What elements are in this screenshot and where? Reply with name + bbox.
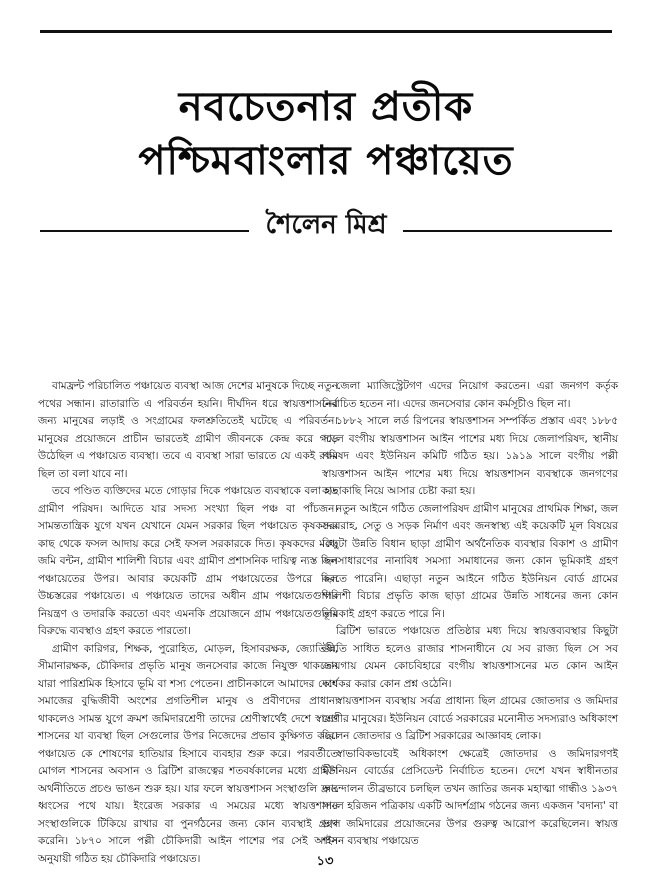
paragraph: ব্রিটিশ ভারতে পঞ্চায়েত প্রতিষ্ঠার মধ্য দিয়ে স্বায়ত্তব্যবস্থার কিছুটা উন্নতি সাধিত হলেও রাজার শাসনাধীনে যে সব রাজ্য ছিল সে সব জায়গায় যেমন কোচবিহারে বংগীয় স্বায়ত্তশাসনের মত কোন আইন কার্যকর করার কোন প্রশ্ন ওঠেনি। <box>322 625 618 690</box>
author-name: শৈলেন মিশ্র <box>249 210 402 240</box>
paragraph: তবে পণ্ডিত ব্যক্তিদের মতে গোড়ার দিকে পঞ্চায়েত ব্যবস্থাকে বলা হত গ্রামীণ পরিষদ। আদিতে যার সদস্য সংখ্যা ছিল পঞ্চ বা পাঁচজন। সামন্ততান্ত্রিক যুগে যখন যেখানে যেমন সরকার ছিল পঞ্চায়েত কৃষকদের কাছ থেকে ফসল আদায় করে সেই ফসল সরকারকে দিত। কৃষকদের মধ্যে জমি বন্টন, গ্রামীণ শালিশী বিচার এবং গ্রামীণ প্রশাসনিক দায়িত্ব ন্যস্ত ছিল পঞ্চায়েতের উপর। আবার কয়েকটি গ্রাম পঞ্চায়েতের উপরে ছিল উচ্চস্তরের পঞ্চায়েত। এ পঞ্চায়েত তাদের অধীন গ্রাম পঞ্চায়েতগুলির নিয়ন্ত্রণ ও তদারকি করতো এবং এমনকি প্রয়োজনে গ্রাম পঞ্চায়েতগুলির বিরুদ্ধে ব্যবস্থাও গ্রহণ করতে পারতো। <box>38 485 338 637</box>
paragraph: নতুন আইনে গঠিত জেলাপরিষদ গ্রামীণ মানুষের প্রাথমিক শিক্ষা, জল সরবরাহ, সেতু ও সড়ক নির্মাণ এবং জনস্বাস্থ্য এই কয়েকটি মূল বিষয়ের কিছুটা উন্নতি বিধান ছাড়া গ্রামীণ অর্থনৈতিক ব্যবস্থার বিকাশ ও গ্রামীণ জনসাধারণের নানাবিধ সমস্যা সমাধানের জন্য কোন ভূমিকাই গ্রহণ করতে পারেনি। এছাড়া নতুন আইনে গঠিত ইউনিয়ন বোর্ড গ্রামের শালিশী বিচার প্রভৃতি কাজ ছাড়া গ্রামের উন্নতি সাধনের জন্য কোন ভূমিকাই গ্রহণ করতে পারে নি। <box>322 502 618 620</box>
paragraph: বামফ্রন্ট পরিচালিত পঞ্চায়েত ব্যবস্থা আজ দেশের মানুষকে দিচ্ছে নতুন পথের সন্ধান। রাতারাতি এ পরিবর্তন হয়নি। দীর্ঘদিন ধরে স্বায়ত্তশাসনের জন্য মানুষের লড়াই ও সংগ্রামের ফলশ্রুতিতেই ঘটেছে এ পরিবর্তন। মানুষের প্রয়োজনে প্রাচীন ভারতেই গ্রামীণ জীবনকে কেন্দ্র করে গড়ে উঠেছিল এ পঞ্চায়েত ব্যবস্থা। তবে এ ব্যবস্থা সারা ভারতে যে একই রকম ছিল তা বলা যাবে না। <box>38 380 338 480</box>
page-number: ১৩ <box>316 854 334 869</box>
title-line-2: পশ্চিমবাংলার পঞ্চায়েত <box>138 138 514 184</box>
paragraph: গ্রামীণ কারিগর, শিক্ষক, পুরোহিত, মোড়ল, হিসাবরক্ষক, জ্যোতিষী, সীমানারক্ষক, চৌকিদার প্রভৃতি মানুষ জনসেবার কাজে নিযুক্ত থাকতেন যারা পারিশ্রমিক হিসাবে ভূমি বা শস্য পেতেন। প্রাচীনকালে আমাদের দেশে সমাজের বুদ্ধিজীবী অংশের প্রগতিশীল মানুষ ও প্রবীণদের প্রাধান্য থাকলেও সামন্ত যুগে ক্রমশ জমিদারশ্রেণী তাদের শ্রেণীস্বার্থেই দেশে স্বায়ত্ত শাসনের যা ব্যবস্থা ছিল সেগুলোর উপর নিজেদের প্রভাব কুক্ষিগত করে। পঞ্চায়েত কে শোষণের হাতিয়ার হিসাবে ব্যবহার শুরু করে। পরবর্তীতে মোগল শাসনের অবসান ও ব্রিটিশ রাজত্বের শতবর্ষকালের মধ্যে গ্রামীণ অর্থনীতিতে প্রচণ্ড ভাঙন শুরু হয়। যার ফলে স্বায়ত্তশাসন সংস্থাগুলি দ্রুত ধ্বংসের পথে যায়। ইংরেজ সরকার এ সময়ের মধ্যে স্বায়ত্তশাসন সংস্থাগুলিকে টিকিয়ে রাখার বা পুনর্গঠনের জন্য কোন ব্যবস্থাই গ্রহণ করেনি। ১৮৭০ সালে পল্লী চৌকিদারী আইন পাশের পর সেই আইন অনুযায়ী গঠিত হয় চৌকিদারি পঞ্চায়েত। <box>38 642 338 865</box>
author-byline <box>40 208 612 242</box>
title-line-1: নবচেতনার প্রতীক <box>178 84 474 130</box>
article-title <box>40 80 612 188</box>
right-column <box>322 378 618 851</box>
top-rule <box>40 30 612 33</box>
left-column <box>38 378 338 868</box>
paragraph: স্বাভাবিকভাবেই অধিকাংশ ক্ষেত্রেই জোতদার ও জমিদারগণই ইউনিয়ন বোর্ডের প্রেসিডেন্ট নির্বাচিত হতেন। দেশে যখন স্বাধীনতার আন্দোলন তীব্রভাবে চলছিল তখন জাতির জনক মহাত্মা গান্ধীও ১৯৩৭ সালে হরিজন পত্রিকায় একটি আদর্শগ্রাম গঠনের জন্য একজন 'বদান্য' বা ভাল জমিদারের প্রয়োজনের উপর গুরুত্ব আরোপ করেছিলেন। স্বায়ত্ত শাসন ব্যবস্থায় পঞ্চায়েত <box>322 747 618 847</box>
paragraph: ১৮৮২ সালে লর্ড রিপনের স্বায়ত্তশাসন সম্পর্কিত প্রস্তাব এবং ১৮৮৫ সালে বংগীয় স্বায়ত্তশাসন আইন পাশের মধ্য দিয়ে জেলাপরিষদ, স্থানীয় পরিষদ এবং ইউনিয়ন কমিটি গঠিত হয়। ১৯১৯ সালে বংগীয় পল্লী স্বায়ত্তশাসন আইন পাশের মধ্য দিয়ে স্বায়ত্তশাসন ব্যবস্থাকে জনগণের কাছাকাছি নিয়ে আসার চেষ্টা করা হয়। <box>322 415 618 497</box>
paragraph: স্বায়ত্তশাসন ব্যবস্থায় সর্বত্র প্রাধান্য ছিল গ্রামের জোতদার ও জমিদার শ্রেণীর মানুষের। ইউনিয়ন বোর্ডে সরকারের মনোনীত সদস্যরাও অধিকাংশ ছিলেন জোতদার ও ব্রিটিশ সরকারের আজ্ঞাবহ লোক। <box>322 695 618 742</box>
paragraph: জেলা ম্যাজিস্ট্রেটগণ এদের নিয়োগ করতেন। এরা জনগণ কর্তৃক নির্বাচিত হতেন না। এদের জনসেবার কোন কর্মসূচীও ছিল না। <box>322 380 618 410</box>
